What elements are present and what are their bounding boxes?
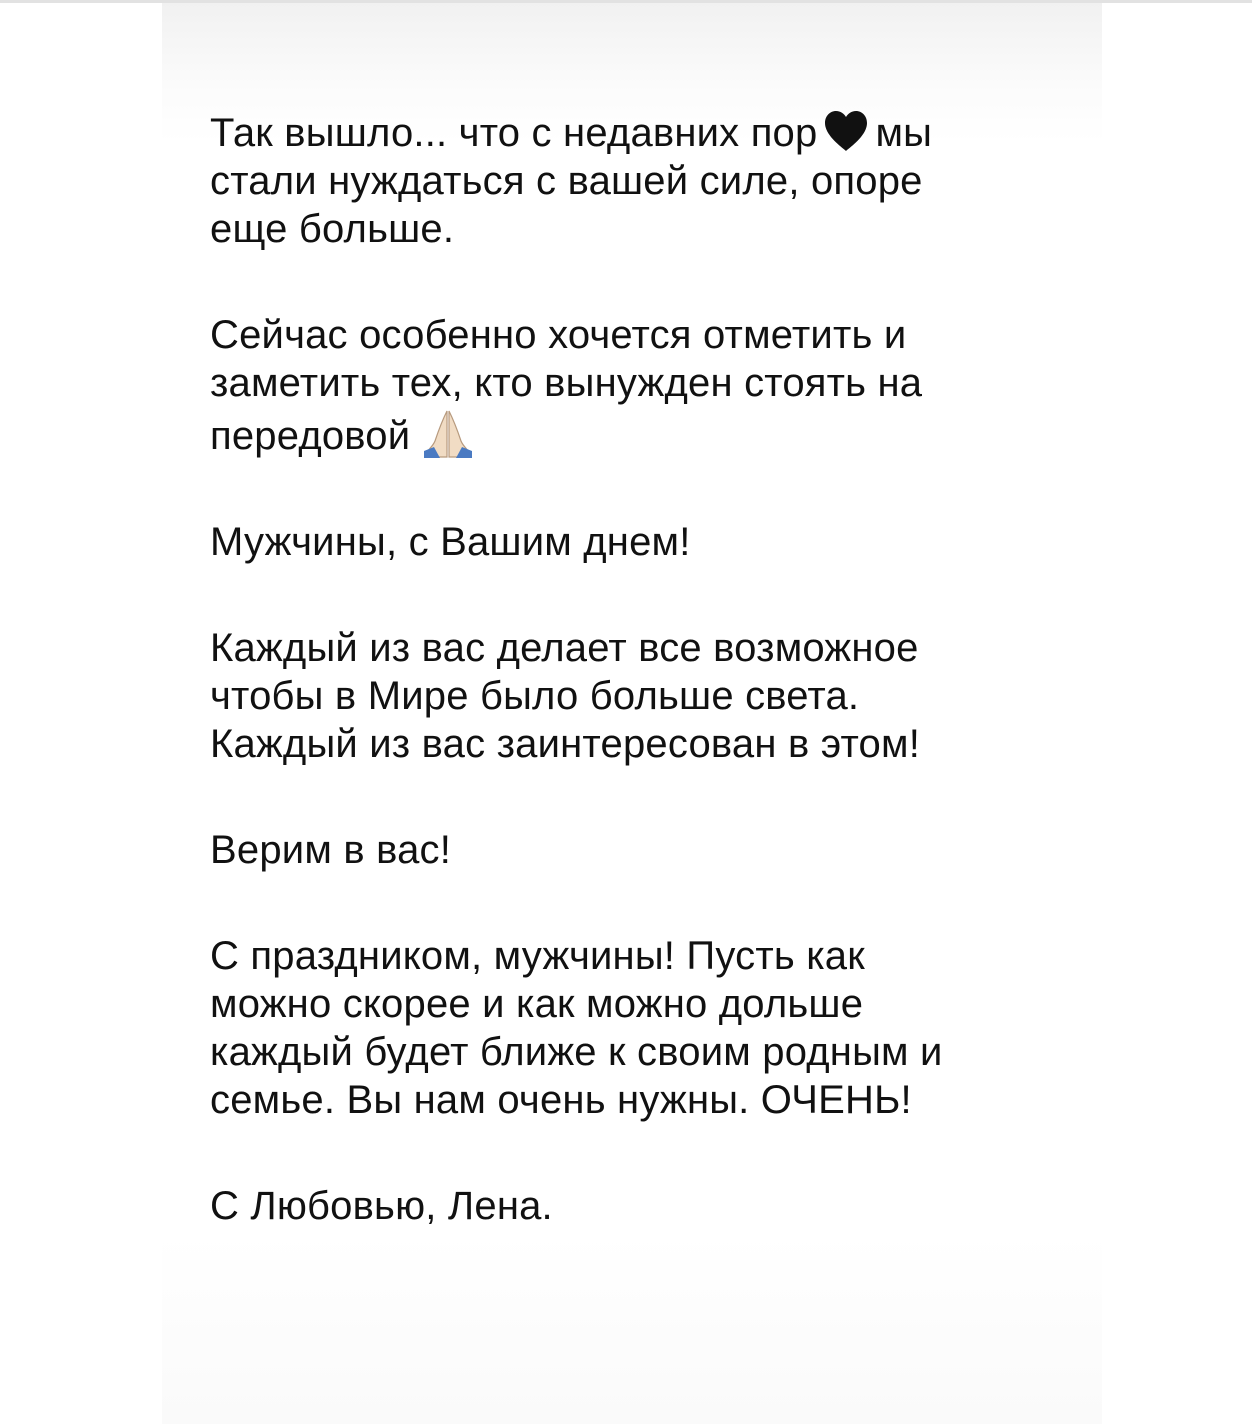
- paragraph-2-line-2: заметить тех, кто вынужден стоять на: [210, 361, 923, 405]
- paragraph-3-line-1: Мужчины, с Вашим днем!: [210, 520, 691, 564]
- paragraph-6: [210, 932, 1030, 1124]
- paragraph-6-line-2: можно скорее и как можно дольше: [210, 982, 864, 1026]
- paragraph-1-line-1-start: Так вышло... что с недавних пор: [210, 111, 818, 155]
- paragraph-2-line-3-text: передовой: [210, 414, 411, 458]
- paragraph-4: [210, 624, 1030, 768]
- story-card: [162, 3, 1102, 1424]
- paragraph-1-line-1: [210, 109, 1030, 157]
- post-text: [210, 109, 1030, 1288]
- paragraph-1: [210, 109, 1030, 253]
- paragraph-6-line-3: каждый будет ближе к своим родным и: [210, 1030, 943, 1074]
- folded-hands-icon: [422, 407, 474, 459]
- paragraph-2-line-3: [210, 407, 1030, 460]
- paragraph-7: [210, 1182, 1030, 1230]
- paragraph-2: [210, 311, 1030, 460]
- paragraph-1-line-1-end: мы: [875, 111, 933, 155]
- paragraph-1-line-2: стали нуждаться с вашей силе, опоре: [210, 159, 923, 203]
- black-heart-icon: [823, 110, 869, 152]
- paragraph-5-line-1: Верим в вас!: [210, 828, 452, 872]
- paragraph-1-line-3: еще больше.: [210, 207, 455, 251]
- signature-line: С Любовью, Лена.: [210, 1184, 553, 1228]
- paragraph-3: [210, 518, 1030, 566]
- paragraph-4-line-3: Каждый из вас заинтересован в этом!: [210, 722, 921, 766]
- paragraph-4-line-1: Каждый из вас делает все возможное: [210, 626, 919, 670]
- paragraph-6-line-4: семье. Вы нам очень нужны. ОЧЕНЬ!: [210, 1078, 912, 1122]
- paragraph-5: [210, 826, 1030, 874]
- paragraph-2-line-1: Сейчас особенно хочется отметить и: [210, 313, 907, 357]
- paragraph-4-line-2: чтобы в Мире было больше света.: [210, 674, 860, 718]
- paragraph-6-line-1: С праздником, мужчины! Пусть как: [210, 934, 865, 978]
